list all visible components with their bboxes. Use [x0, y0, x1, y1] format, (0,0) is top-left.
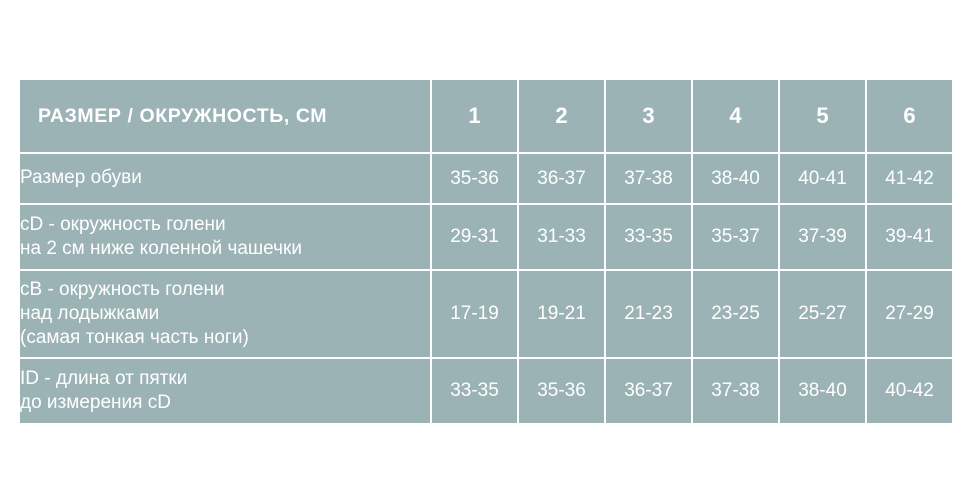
cell-value: 40-41: [779, 153, 866, 204]
table-row: [19, 270, 953, 358]
cell-value: 33-35: [431, 358, 518, 424]
size-chart-container: [18, 78, 952, 425]
row-label-shoe-size: [19, 153, 431, 204]
row-label-line: cB - окружность голени: [20, 278, 225, 300]
row-label-line: ID - длина от пятки: [20, 367, 188, 389]
table-row: [19, 204, 953, 270]
cell-value: 23-25: [692, 270, 779, 358]
row-label-line: на 2 см ниже коленной чашечки: [20, 238, 302, 259]
cell-value: 19-21: [518, 270, 605, 358]
header-column-3: 3: [605, 79, 692, 153]
cell-value: 37-39: [779, 204, 866, 270]
cell-value: 17-19: [431, 270, 518, 358]
table-row: [19, 153, 953, 204]
cell-value: 33-35: [605, 204, 692, 270]
cell-value: 38-40: [779, 358, 866, 424]
cell-value: 31-33: [518, 204, 605, 270]
cell-value: 37-38: [692, 358, 779, 424]
row-label-line: (самая тонкая часть ноги): [20, 327, 249, 349]
row-label-line: Размер обуви: [20, 167, 142, 189]
cell-value: 35-36: [431, 153, 518, 204]
row-label-line: cD - окружность голени: [20, 213, 226, 235]
header-column-6: 6: [866, 79, 953, 153]
cell-value: 39-41: [866, 204, 953, 270]
cell-value: 27-29: [866, 270, 953, 358]
cell-value: 36-37: [518, 153, 605, 204]
cell-value: 29-31: [431, 204, 518, 270]
cell-value: 25-27: [779, 270, 866, 358]
row-label-line: до измерения cD: [20, 392, 171, 413]
cell-value: 35-37: [692, 204, 779, 270]
header-label: РАЗМЕР / ОКРУЖНОСТЬ, СМ: [19, 79, 431, 153]
row-label-id-length: [19, 358, 431, 424]
table-row: [19, 358, 953, 424]
header-column-1: 1: [431, 79, 518, 153]
cell-value: 41-42: [866, 153, 953, 204]
header-column-5: 5: [779, 79, 866, 153]
cell-value: 40-42: [866, 358, 953, 424]
header-column-4: 4: [692, 79, 779, 153]
cell-value: 21-23: [605, 270, 692, 358]
row-label-cb-ankle-circumference: [19, 270, 431, 358]
table-header-row: [19, 79, 953, 153]
cell-value: 38-40: [692, 153, 779, 204]
row-label-cd-calf-circumference: [19, 204, 431, 270]
row-label-line: над лодыжками: [20, 302, 160, 324]
cell-value: 35-36: [518, 358, 605, 424]
size-chart-table: [18, 78, 954, 425]
cell-value: 37-38: [605, 153, 692, 204]
header-column-2: 2: [518, 79, 605, 153]
cell-value: 36-37: [605, 358, 692, 424]
